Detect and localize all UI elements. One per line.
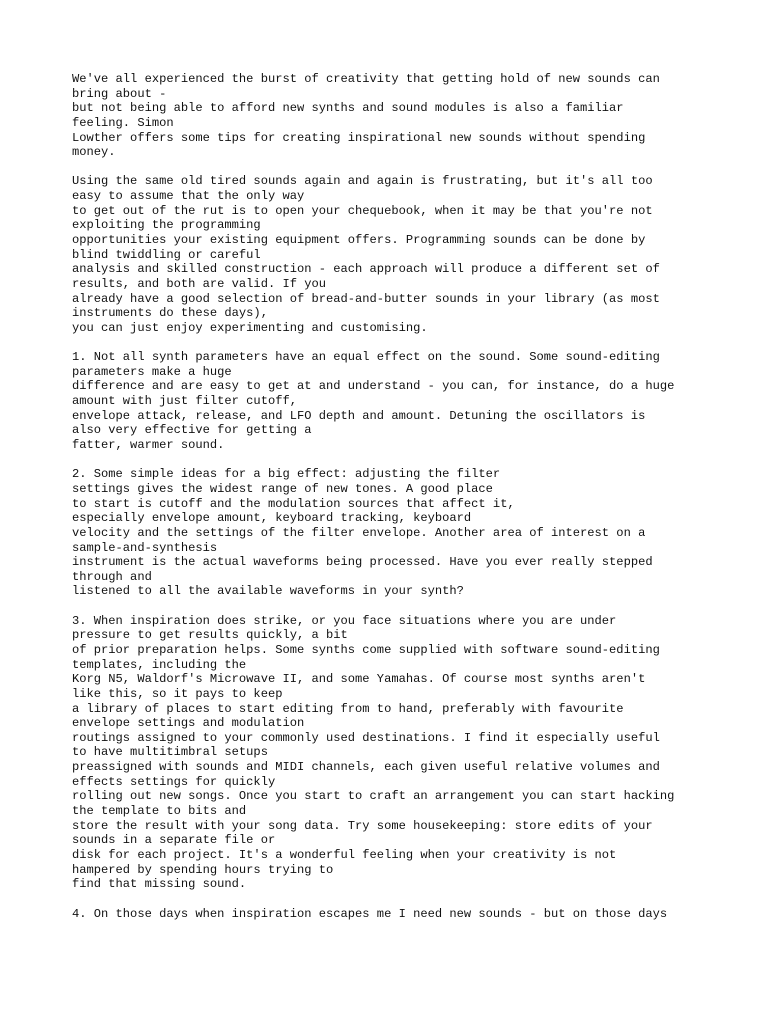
text-line: parameters make a huge <box>72 364 232 379</box>
text-line: preassigned with sounds and MIDI channels, each given useful relative volumes and <box>72 760 660 775</box>
document-page <box>72 72 712 921</box>
text-line: Korg N5, Waldorf's Microwave II, and some Yamahas. Of course most synths aren't <box>72 672 646 687</box>
text-line: opportunities your existing equipment offers. Programming sounds can be done by <box>72 233 646 248</box>
text-line: amount with just filter cutoff, <box>72 394 297 409</box>
text-line: but not being able to afford new synths and sound modules is also a familiar <box>72 101 624 116</box>
text-line: sounds in a separate file or <box>72 833 276 848</box>
text-line: already have a good selection of bread-and-butter sounds in your library (as most <box>72 291 660 306</box>
text-line: routings assigned to your commonly used destinations. I find it especially useful <box>72 730 660 745</box>
text-line: especially envelope amount, keyboard tracking, keyboard <box>72 511 472 526</box>
text-line: effects settings for quickly <box>72 774 276 789</box>
text-line: rolling out new songs. Once you start to craft an arrangement you can start hacking <box>72 789 675 804</box>
text-line: Using the same old tired sounds again and again is frustrating, but it's all too <box>72 174 653 189</box>
text-line: listened to all the available waveforms in your synth? <box>72 584 464 599</box>
text-line: you can just enjoy experimenting and customising. <box>72 320 428 335</box>
text-line: also very effective for getting a <box>72 423 312 438</box>
text-line: envelope settings and modulation <box>72 716 305 731</box>
text-line: 4. On those days when inspiration escapes me I need new sounds - but on those days <box>72 906 668 921</box>
text-line: envelope attack, release, and LFO depth and amount. Detuning the oscillators is <box>72 408 646 423</box>
text-line: hampered by spending hours trying to <box>72 862 334 877</box>
text-line: to start is cutoff and the modulation sources that affect it, <box>72 496 515 511</box>
text-line: blind twiddling or careful <box>72 247 261 262</box>
text-line: exploiting the programming <box>72 218 261 233</box>
text-line: settings gives the widest range of new tones. A good place <box>72 481 493 496</box>
text-line: difference and are easy to get at and understand - you can, for instance, do a huge <box>72 379 675 394</box>
text-line: templates, including the <box>72 657 247 672</box>
text-line: easy to assume that the only way <box>72 189 305 204</box>
text-line: like this, so it pays to keep <box>72 686 283 701</box>
paragraph-spacer <box>72 453 712 468</box>
text-line: feeling. Simon <box>72 115 174 130</box>
text-line: 2. Some simple ideas for a big effect: adjusting the filter <box>72 467 501 482</box>
text-line: money. <box>72 145 116 160</box>
paragraph-spacer <box>72 599 712 614</box>
text-line: analysis and skilled construction - each approach will produce a different set of <box>72 262 660 277</box>
text-line: Lowther offers some tips for creating inspirational new sounds without spending <box>72 130 646 145</box>
text-line: store the result with your song data. Try some housekeeping: store edits of your <box>72 818 653 833</box>
paragraph <box>72 350 712 452</box>
text-line: 1. Not all synth parameters have an equal effect on the sound. Some sound-editing <box>72 350 660 365</box>
paragraph-spacer <box>72 892 712 907</box>
text-line: bring about - <box>72 86 167 101</box>
text-line: sample-and-synthesis <box>72 540 218 555</box>
paragraph-spacer <box>72 336 712 351</box>
paragraph <box>72 174 712 335</box>
text-line: We've all experienced the burst of creativity that getting hold of new sounds can <box>72 72 660 86</box>
text-line: to get out of the rut is to open your chequebook, when it may be that you're not <box>72 203 653 218</box>
text-line: of prior preparation helps. Some synths come supplied with software sound-editing <box>72 642 660 657</box>
paragraph <box>72 467 712 599</box>
text-line: instruments do these days), <box>72 306 268 321</box>
text-line: to have multitimbral setups <box>72 745 268 760</box>
paragraph <box>72 907 712 922</box>
text-line: velocity and the settings of the filter envelope. Another area of interest on a <box>72 525 646 540</box>
text-line: a library of places to start editing from to hand, preferably with favourite <box>72 701 624 716</box>
paragraph-spacer <box>72 160 712 175</box>
paragraph <box>72 72 712 160</box>
text-line: fatter, warmer sound. <box>72 438 225 453</box>
text-line: 3. When inspiration does strike, or you face situations where you are under <box>72 613 617 628</box>
text-line: instrument is the actual waveforms being processed. Have you ever really stepped <box>72 555 653 570</box>
text-line: results, and both are valid. If you <box>72 276 327 291</box>
paragraph <box>72 614 712 892</box>
text-line: the template to bits and <box>72 804 247 819</box>
text-line: disk for each project. It's a wonderful feeling when your creativity is not <box>72 847 617 862</box>
text-line: through and <box>72 569 152 584</box>
text-line: find that missing sound. <box>72 877 247 892</box>
text-line: pressure to get results quickly, a bit <box>72 628 348 643</box>
